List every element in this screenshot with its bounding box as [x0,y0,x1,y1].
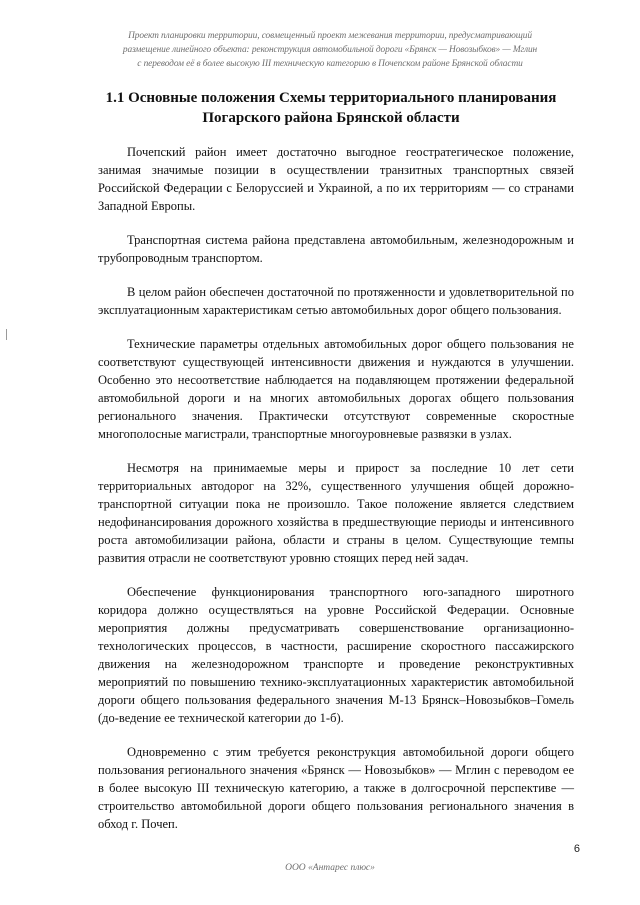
section-title [86,88,576,128]
margin-mark [6,329,7,340]
section-title-line: Погарского района Брянской области [202,110,460,126]
paragraph: Технические параметры отдельных автомобильных дорог общего пользования не соответствуют существующей интенсивности движения и нуждаются в улучшении. Особенно это несоответствие наблюдается на подавляющем протяжении федеральной автомобильной дороги и на многих автомобильных дорогах общего пользования регионального значения. Практически отсутствуют современные скоростные многополосные магистрали, транспортные многоуровневые развязки в узлах. [98,337,574,441]
body-text [98,143,574,849]
running-header-line: Проект планировки территории, совмещенный проект межевания территории, предусматривающий [128,31,532,41]
paragraph: Почепский район имеет достаточно выгодное геостратегическое положение, занимая значимые позиции в осуществлении транзитных транспортных связей Российской Федерации с Белоруссией и Украиной, а по их территориям — со странами Западной Европы. [98,145,574,213]
running-header-line: размещение линейного объекта: реконструкция автомобильной дороги «Брянск — Новозыбков» — Мглин [122,45,538,55]
running-header-line: с переводом её в более высокую III техническую категорию в Почепском районе Брянской области [137,59,523,69]
running-footer: ООО «Антарес плюс» [285,863,375,873]
running-header [70,29,590,71]
paragraph: В целом район обеспечен достаточной по протяженности и удовлетворительной по эксплуатационным характеристикам сетью автомобильных дорог общего пользования. [98,285,574,317]
paragraph: Одновременно с этим требуется реконструкция автомобильной дороги общего пользования регионального значения «Брянск — Новозыбков» — Мглин с переводом ее в более высокую III техническую категорию, а также в долгосрочной перспективе — строительство автомобильной дороги общего пользования регионального значения в обход г. Почеп. [98,745,574,831]
paragraph: Несмотря на принимаемые меры и прирост за последние 10 лет сети территориальных автодорог на 32%, существенного улучшения общей дорожно-транспортной ситуации пока не произошло. Такое положение является следствием недофинансирования дорожного хозяйства в предшествующие периоды и интенсивного роста автомобилизации района, области и страны в целом. Существующие темпы развития отрасли не соответствуют уровню стоящих перед ней задач. [98,461,574,565]
paragraph: Транспортная система района представлена автомобильным, железнодорожным и трубопроводным транспортом. [98,233,574,265]
section-title-line: 1.1 Основные положения Схемы территориального планирования [105,90,557,106]
page-number: 6 [573,843,580,855]
paragraph: Обеспечение функционирования транспортного юго-западного широтного коридора должно осуществляться на уровне Российской Федерации. Основные мероприятия должны предусматривать совершенствование организационно-технологических процессов, в частности, расширение скоростного пассажирского движения на железнодорожном транспорте и проведение реконструктивных мероприятий по повышению технико-эксплуатационных характеристик автомобильной дороги общего пользования федерального значения М-13 Брянск–Новозыбков–Гомель (до-ведение ее технической категории до 1-б). [98,585,574,725]
